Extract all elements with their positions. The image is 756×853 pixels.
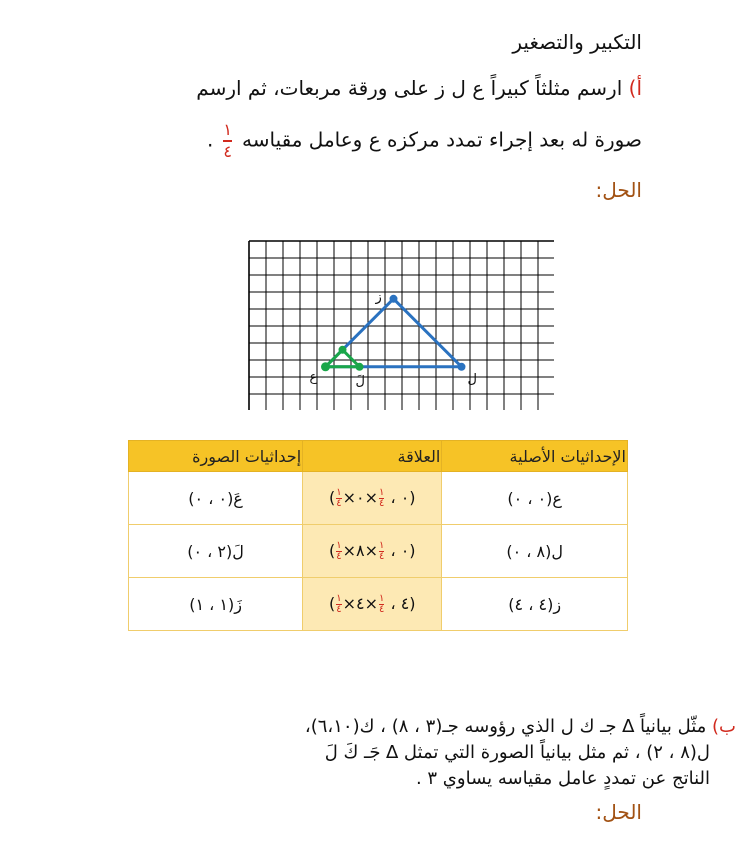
solution-label-2: الحل: bbox=[595, 800, 642, 824]
table-row bbox=[129, 472, 628, 525]
cell-original: ز(٤ ، ٤) bbox=[442, 578, 628, 631]
part-a-end-dot: . bbox=[207, 127, 214, 152]
cell-relation: ( ١ ٤ ×٠ ، ١ ٤ ×٨ ) bbox=[303, 525, 442, 578]
part-b bbox=[16, 714, 736, 792]
fraction-one-quarter: ١ ٤ bbox=[336, 592, 342, 615]
solution-label-1: الحل: bbox=[595, 178, 642, 202]
label-l-image: لَ bbox=[355, 373, 365, 389]
point-z bbox=[390, 295, 398, 303]
coordinates-table bbox=[128, 440, 628, 631]
point-e-center bbox=[321, 362, 330, 371]
cell-original: ع(٠ ، ٠) bbox=[442, 472, 628, 525]
part-b-marker: ب) bbox=[712, 716, 736, 737]
header-relation: العلاقة bbox=[303, 441, 442, 472]
part-a-text-1: ارسم مثلثاً كبيراً ع ل ز على ورقة مربعات، ثم ارسم bbox=[196, 76, 623, 100]
grid-lines bbox=[249, 241, 554, 410]
fraction-one-quarter: ١ ٤ bbox=[336, 539, 342, 562]
label-e: ع bbox=[309, 369, 318, 385]
part-b-text-1: مثّل بيانياً ∆ جـ ك ل الذي رؤوسه جـ(٣ ، ٨) ، ك(٦،١٠)، bbox=[304, 716, 707, 737]
part-b-line-1 bbox=[16, 714, 736, 740]
point-l-image bbox=[356, 363, 364, 371]
part-a-text-2: صورة له بعد إجراء تمدد مركزه ع وعامل مقياسه bbox=[242, 127, 642, 152]
part-a-line-2 bbox=[207, 122, 642, 160]
cell-relation: ( ١ ٤ ×٠ ، ١ ٤ ×٠ ) bbox=[303, 472, 442, 525]
part-a-line-1 bbox=[196, 76, 642, 100]
fraction-one-quarter: ١ ٤ bbox=[378, 486, 385, 509]
cell-image: عَ(٠ ، ٠) bbox=[129, 472, 303, 525]
header-image: إحداثيات الصورة bbox=[129, 441, 303, 472]
fraction-one-quarter: ١ ٤ bbox=[378, 539, 385, 562]
header-original: الإحداثيات الأصلية bbox=[442, 441, 628, 472]
cell-relation: ( ١ ٤ ×٤ ، ١ ٤ ×٤ ) bbox=[303, 578, 442, 631]
scale-denominator: ٤ bbox=[223, 142, 232, 161]
table-row bbox=[129, 525, 628, 578]
point-l bbox=[458, 363, 466, 371]
page-title: التكبير والتصغير bbox=[512, 30, 642, 54]
cell-original: ل(٨ ، ٠) bbox=[442, 525, 628, 578]
table-row bbox=[129, 578, 628, 631]
dilation-grid bbox=[248, 240, 554, 410]
label-l: ل bbox=[467, 371, 477, 387]
scale-factor-fraction bbox=[223, 122, 232, 160]
scale-numerator: ١ bbox=[223, 120, 232, 139]
part-b-line-3: الناتج عن تمددٍ عامل مقياسه يساوي ٣ . bbox=[415, 768, 710, 789]
table-header-row bbox=[129, 441, 628, 472]
part-b-line-2: ل(٨ ، ٢) ، ثم مثل بيانياً الصورة التي تمثل ∆ جَـ كَ لَ bbox=[324, 742, 710, 763]
cell-image: زَ(١ ، ١) bbox=[129, 578, 303, 631]
part-a-marker: أ) bbox=[628, 76, 642, 100]
label-z: ز bbox=[375, 289, 382, 305]
point-z-image bbox=[339, 346, 347, 354]
fraction-one-quarter: ١ ٤ bbox=[378, 592, 385, 615]
fraction-one-quarter: ١ ٤ bbox=[336, 486, 342, 509]
cell-image: لَ(٢ ، ٠) bbox=[129, 525, 303, 578]
